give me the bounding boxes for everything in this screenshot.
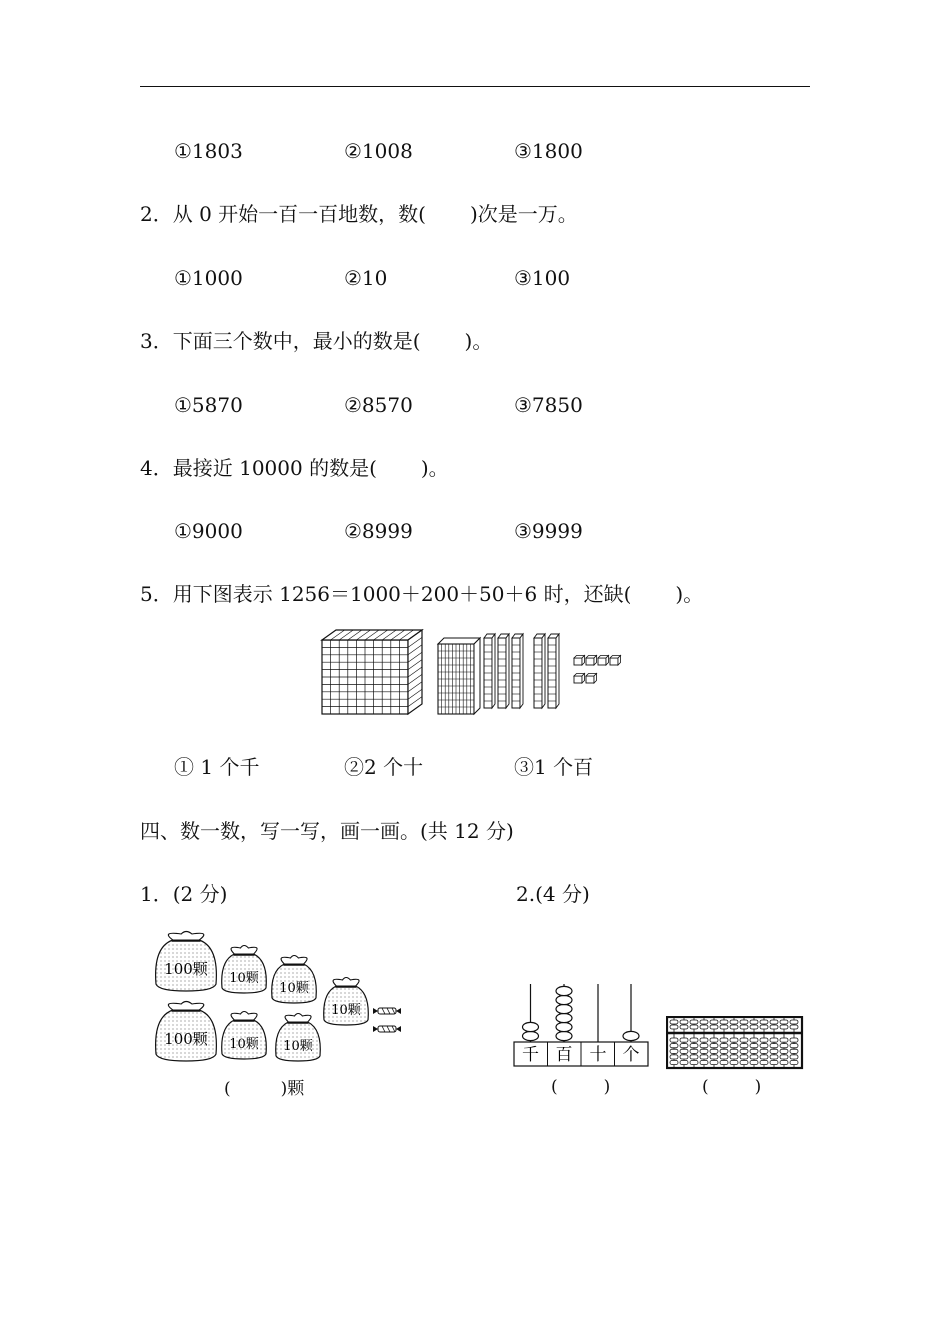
q2-number: 2． <box>140 202 173 226</box>
place-label-thousands: 千 <box>522 1045 539 1065</box>
q3-question <box>140 329 492 353</box>
q3-option-2[interactable]: ②8570 <box>344 393 413 417</box>
abacus-bead <box>523 1031 539 1040</box>
candy-bag-label: 10颗 <box>279 981 309 996</box>
q2-text-a: 从 0 开始一百一百地数，数( <box>172 202 426 226</box>
unit-cube <box>586 674 597 684</box>
q1-option-2[interactable]: ②1008 <box>344 139 413 163</box>
abacus-bead <box>623 1031 639 1040</box>
abacus-bead <box>556 1031 572 1040</box>
part-2-label: 2.(4 分) <box>516 882 590 906</box>
candy-bag-label: 10颗 <box>331 1003 361 1018</box>
q5-option-1[interactable]: ① 1 个千 <box>174 755 260 779</box>
candy-bag <box>272 956 317 1004</box>
hundred-flat <box>438 638 480 714</box>
part-2-answer-2 <box>702 1075 761 1099</box>
candy-bag-label: 100颗 <box>164 960 208 978</box>
part-2-answer-2-open: ( <box>702 1077 709 1097</box>
part-2-answer-2-close: ) <box>754 1077 762 1097</box>
abacus <box>666 1016 804 1070</box>
part-1-answer-close: ) <box>280 1079 288 1099</box>
q5-text-b: )。 <box>675 582 704 606</box>
thousand-cube <box>322 630 422 714</box>
q3-text-a: 下面三个数中，最小的数是( <box>172 329 421 353</box>
q2-text-b: )次是一万。 <box>469 202 578 226</box>
q5-question <box>140 582 703 606</box>
q4-question <box>140 456 449 480</box>
counting-frame <box>510 980 654 1072</box>
ten-rod <box>512 634 523 708</box>
candy-bag-label: 10颗 <box>229 1037 259 1052</box>
q4-option-2[interactable]: ②8999 <box>344 519 413 543</box>
unit-cube <box>574 674 585 684</box>
q5-text-a: 用下图表示 1256＝1000＋200＋50＋6 时，还缺( <box>172 582 632 606</box>
q4-text-b: )。 <box>420 456 449 480</box>
abacus-bead <box>556 995 572 1004</box>
base-ten-blocks-figure <box>318 626 638 720</box>
part-2-answer-1 <box>551 1075 610 1099</box>
candy-bag-label: 10颗 <box>229 971 259 986</box>
candy-bag <box>276 1014 321 1062</box>
abacus-bead <box>556 986 572 995</box>
part-1-label: 1．(2 分) <box>140 882 228 906</box>
q4-text-a: 最接近 10000 的数是( <box>172 456 377 480</box>
q2-option-3[interactable]: ③100 <box>514 266 571 290</box>
candy-bag <box>324 978 369 1026</box>
candy-bag <box>156 932 217 992</box>
header-rule <box>140 86 810 87</box>
abacus-bead <box>556 1004 572 1013</box>
candy-bag-label: 100颗 <box>164 1030 208 1048</box>
ten-rod <box>498 634 509 708</box>
q5-number: 5． <box>140 582 173 606</box>
abacus-bead <box>556 1013 572 1022</box>
q5-option-2[interactable]: ②2 个十 <box>344 755 424 779</box>
place-label-ones: 个 <box>622 1045 640 1065</box>
section-4-title: 四、数一数，写一写，画一画。(共 12 分) <box>140 819 514 843</box>
part-2-answer-1-close: ) <box>603 1077 611 1097</box>
candy-bag-label: 10颗 <box>283 1039 313 1054</box>
unit-cube <box>586 656 597 666</box>
part-1-answer-unit: 颗 <box>287 1079 305 1099</box>
ten-rod <box>548 634 559 708</box>
q5-option-3[interactable]: ③1 个百 <box>514 755 594 779</box>
q2-option-1[interactable]: ①1000 <box>174 266 243 290</box>
unit-cubes <box>574 656 621 684</box>
candy-icon <box>373 1008 401 1014</box>
place-label-hundreds: 百 <box>555 1045 573 1065</box>
ten-rods <box>484 634 559 708</box>
unit-cube <box>574 656 585 666</box>
q4-option-3[interactable]: ③9999 <box>514 519 583 543</box>
q3-option-3[interactable]: ③7850 <box>514 393 583 417</box>
q3-option-1[interactable]: ①5870 <box>174 393 243 417</box>
q2-option-2[interactable]: ②10 <box>344 266 388 290</box>
part-2-answer-1-open: ( <box>551 1077 558 1097</box>
candy-bag <box>222 1012 267 1060</box>
q2-question <box>140 202 578 226</box>
ten-rod <box>534 634 545 708</box>
unit-cube <box>598 656 609 666</box>
place-label-tens: 十 <box>589 1045 607 1065</box>
unit-cube <box>610 656 621 666</box>
ten-rod <box>484 634 495 708</box>
q1-option-1[interactable]: ①1803 <box>174 139 243 163</box>
abacus-bead <box>556 1022 572 1031</box>
q4-number: 4． <box>140 456 173 480</box>
q3-text-b: )。 <box>464 329 493 353</box>
part-1-answer <box>224 1077 304 1101</box>
part-1-answer-open: ( <box>224 1079 231 1099</box>
q1-option-3[interactable]: ③1800 <box>514 139 583 163</box>
candy-icon <box>373 1026 401 1032</box>
q4-option-1[interactable]: ①9000 <box>174 519 243 543</box>
abacus-bead <box>523 1022 539 1031</box>
q3-number: 3． <box>140 329 173 353</box>
candy-bag <box>156 1002 217 1062</box>
candy-bag <box>222 946 267 994</box>
candy-bags-figure <box>148 924 410 1070</box>
